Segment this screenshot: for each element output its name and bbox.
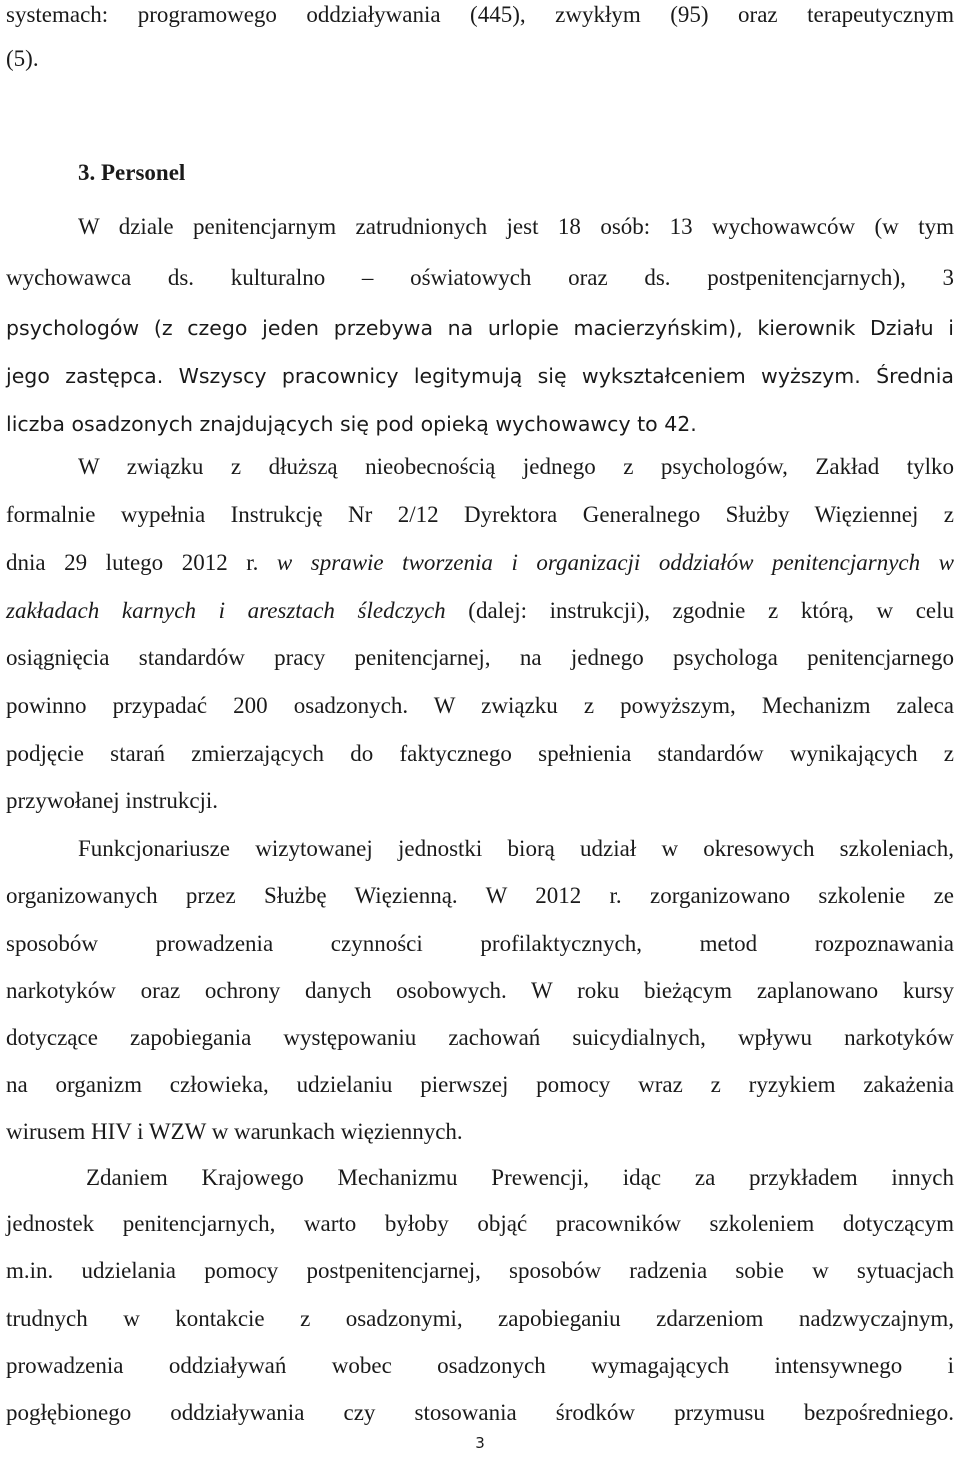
text-line: wychowawca ds. kulturalno – oświatowych oraz ds. postpenitencjarnych), 3 xyxy=(6,265,954,290)
text-line: prowadzenia oddziaływań wobec osadzonych wymagających intensywnego i xyxy=(6,1353,954,1378)
text-line: liczba osadzonych znajdujących się pod opieką wychowawcy to 42. xyxy=(6,412,697,436)
text-line: sposobów prowadzenia czynności profilaktycznych, metod rozpoznawania xyxy=(6,931,954,956)
text-line: dotyczące zapobiegania występowaniu zachowań suicydialnych, wpływu narkotyków xyxy=(6,1025,954,1050)
text-line: trudnych w kontakcie z osadzonymi, zapobieganiu zdarzeniom nadzwyczajnym, xyxy=(6,1306,954,1331)
text-line: systemach: programowego oddziaływania (445), zwykłym (95) oraz terapeutycznym xyxy=(6,2,954,27)
text-line: m.in. udzielania pomocy postpenitencjarnej, sposobów radzenia sobie w sytuacjach xyxy=(6,1258,954,1283)
section-heading: 3. Personel xyxy=(78,160,186,185)
text-run: (dalej: instrukcji), zgodnie z którą, w celu xyxy=(445,598,954,623)
text-run: dnia 29 lutego 2012 r. xyxy=(6,550,277,575)
text-line: formalnie wypełnia Instrukcję Nr 2/12 Dyrektora Generalnego Służby Więziennej z xyxy=(6,502,954,527)
text-line: wirusem HIV i WZW w warunkach więziennych. xyxy=(6,1119,463,1144)
text-line: psychologów (z czego jeden przebywa na urlopie macierzyńskim), kierownik Działu i xyxy=(6,316,954,340)
text-line: Zdaniem Krajowego Mechanizmu Prewencji, idąc za przykładem innych xyxy=(86,1165,954,1190)
text-line: przywołanej instrukcji. xyxy=(6,788,219,813)
text-line: W dziale penitencjarnym zatrudnionych jest 18 osób: 13 wychowawców (w tym xyxy=(78,214,954,239)
text-line: (5). xyxy=(6,46,39,71)
text-line: podjęcie starań zmierzających do faktycznego spełnienia standardów wynikających z xyxy=(6,741,954,766)
text-line xyxy=(6,596,954,626)
text-line xyxy=(6,548,954,578)
text-line: osiągnięcia standardów pracy penitencjarnej, na jednego psychologa penitencjarnego xyxy=(6,645,954,670)
text-line: jednostek penitencjarnych, warto byłoby objąć pracowników szkoleniem dotyczącym xyxy=(6,1211,954,1236)
text-line: organizowanych przez Służbę Więzienną. W 2012 r. zorganizowano szkolenie ze xyxy=(6,883,954,908)
text-line: narkotyków oraz ochrony danych osobowych. W roku bieżącym zaplanowano kursy xyxy=(6,978,954,1003)
instruction-title: w sprawie tworzenia i organizacji oddziałów penitencjarnych w xyxy=(276,550,954,575)
page-number: 3 xyxy=(475,1434,485,1452)
text-line: Funkcjonariusze wizytowanej jednostki biorą udział w okresowych szkoleniach, xyxy=(78,836,954,861)
text-line: jego zastępca. Wszyscy pracownicy legitymują się wykształceniem wyższym. Średnia xyxy=(6,364,954,388)
text-line: na organizm człowieka, udzielaniu pierwszej pomocy wraz z ryzykiem zakażenia xyxy=(6,1072,954,1097)
instruction-title: zakładach karnych i aresztach śledczych xyxy=(6,598,446,623)
text-line: W związku z dłuższą nieobecnością jednego z psychologów, Zakład tylko xyxy=(78,454,954,479)
text-line: powinno przypadać 200 osadzonych. W związku z powyższym, Mechanizm zaleca xyxy=(6,693,954,718)
text-line: pogłębionego oddziaływania czy stosowania środków przymusu bezpośredniego. xyxy=(6,1400,954,1425)
